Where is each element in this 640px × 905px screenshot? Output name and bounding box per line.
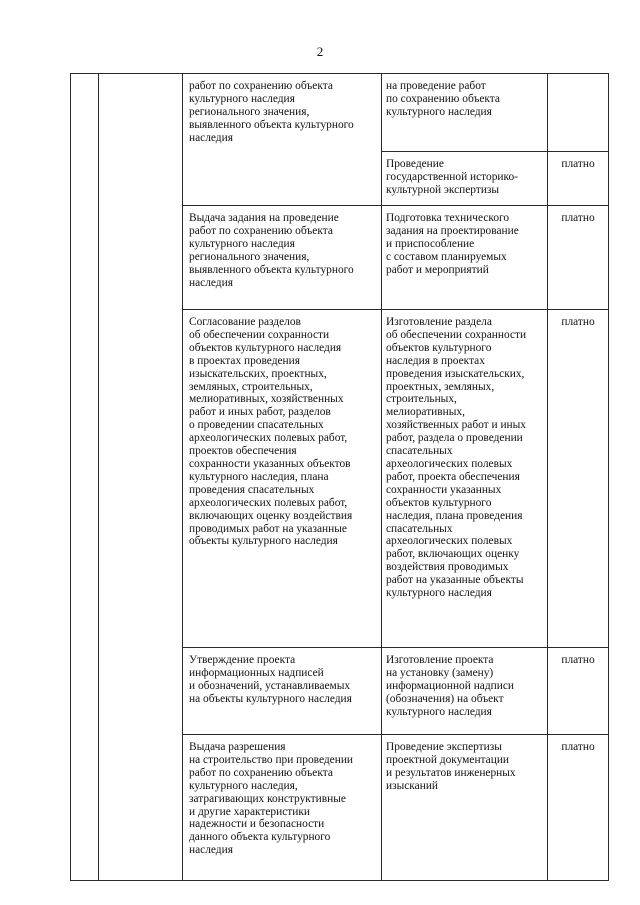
category-column (99, 74, 183, 881)
cost-cell: платно (548, 648, 609, 735)
requirement-cell: Проведение экспертизы проектной документации и результатов инженерных изысканий (382, 735, 548, 881)
requirement-cell: Проведение государственной историко- культурной экспертизы (382, 152, 548, 206)
cost-cell: платно (548, 152, 609, 206)
page-number: 2 (316, 44, 324, 59)
requirement-cell: Подготовка технического задания на проектирование и приспособление с составом планируемых работ и мероприятий (382, 206, 548, 310)
services-table (70, 73, 609, 881)
service-cell: Выдача задания на проведение работ по сохранению объекта культурного наследия регионального значения, выявленного объекта культурного наследия (183, 206, 382, 310)
cost-cell: платно (548, 206, 609, 310)
requirement-cell: на проведение работ по сохранению объекта культурного наследия (382, 74, 548, 152)
service-cell: Утверждение проекта информационных надписей и обозначений, устанавливаемых на объекты культурного наследия (183, 648, 382, 735)
service-cell: Выдача разрешения на строительство при проведении работ по сохранению объекта культурного наследия, затрагивающих конструктивные и другие характеристики надежности и безопасности данного объекта культурного наследия (183, 735, 382, 881)
cost-cell: платно (548, 310, 609, 648)
service-cell: работ по сохранению объекта культурного наследия регионального значения, выявленного объекта культурного наследия (183, 74, 382, 206)
table-row (71, 74, 609, 152)
requirement-cell: Изготовление проекта на установку (замену) информационной надписи (обозначения) на объект культурного наследия (382, 648, 548, 735)
cost-cell: платно (548, 735, 609, 881)
number-column (71, 74, 99, 881)
requirement-cell: Изготовление раздела об обеспечении сохранности объектов культурного наследия в проектах проведения изыскательских, проектных, земляных, строительных, мелиоративных, хозяйственных работ и иных работ, раздела о проведении спасательных археологических полевых работ, проекта обеспечения сохранности указанных объектов культурного наследия, плана проведения спасательных археологических полевых работ, включающих оценку воздействия проводимых работ на указанные объекты культурного наследия (382, 310, 548, 648)
cost-cell (548, 74, 609, 152)
service-cell: Согласование разделов об обеспечении сохранности объектов культурного наследия в проектах проведения изыскательских, проектных, земляных, строительных, мелиоративных, хозяйственных работ и иных работ, разделов о проведении спасательных археологических полевых работ, проектов обеспечения сохранности указанных объектов культурного наследия, плана проведения спасательных археологических полевых работ, включающих оценку воздействия проводимых работ на указанные объекты культурного наследия (183, 310, 382, 648)
